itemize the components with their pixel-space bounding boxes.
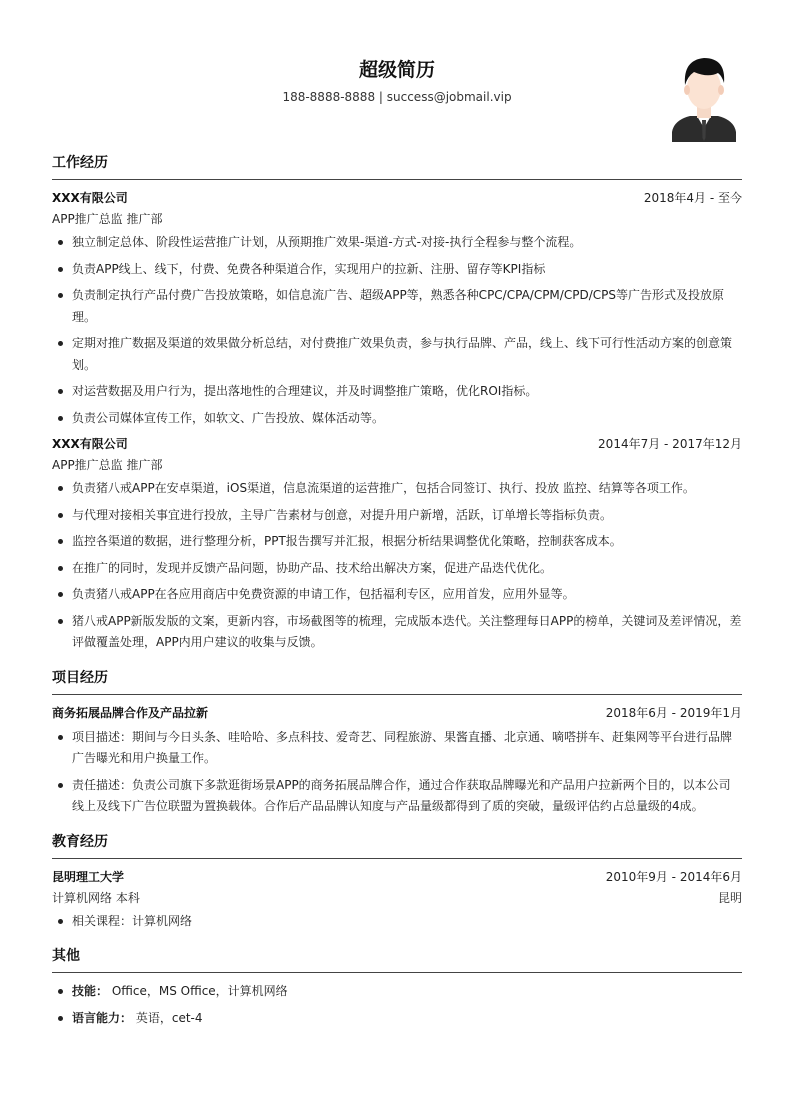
list-item: 相关课程：计算机网络 bbox=[52, 911, 742, 933]
list-item: 负责制定执行产品付费广告投放策略，如信息流广告、超级APP等，熟悉各种CPC/CPA/CPM/CPD/CPS等广告形式及投放原理。 bbox=[52, 285, 742, 328]
project-entry-head bbox=[52, 703, 742, 723]
list-item: 在推广的同时，发现并反馈产品问题，协助产品、技术给出解决方案，促进产品迭代优化。 bbox=[52, 558, 742, 580]
language-value: 英语，cet-4 bbox=[135, 1010, 203, 1025]
education-sub bbox=[52, 887, 742, 909]
list-item: 负责猪八戒APP在安卓渠道，iOS渠道，信息流渠道的运营推广，包括合同签订、执行、投放 监控、结算等各项工作。 bbox=[52, 478, 742, 500]
company-name: XXX有限公司 bbox=[52, 437, 128, 451]
list-item: 项目描述：期间与今日头条、哇哈哈、多点科技、爱奇艺、同程旅游、果酱直播、北京通、嘀嗒拼车、赶集网等平台进行品牌广告曝光和用户换量工作。 bbox=[52, 727, 742, 770]
list-item: 负责APP线上、线下，付费、免费各种渠道合作，实现用户的拉新、注册、留存等KPI指标 bbox=[52, 259, 742, 281]
job-role bbox=[52, 454, 742, 476]
section-title-work: 工作经历 bbox=[52, 152, 742, 180]
education-entry-head bbox=[52, 867, 742, 887]
list-item: 猪八戒APP新版发版的文案，更新内容，市场截图等的梳理，完成版本迭代。关注整理每日APP的榜单，关键词及差评情况，差评做覆盖处理，APP内用户建议的收集与反馈。 bbox=[52, 611, 742, 654]
list-item: 定期对推广数据及渠道的效果做分析总结，对付费推广效果负责，参与执行品牌、产品，线上、线下可行性活动方案的创意策划。 bbox=[52, 333, 742, 376]
section-title-education: 教育经历 bbox=[52, 831, 742, 859]
role-text: APP推广总监 推广部 bbox=[52, 458, 163, 472]
location-text: 昆明 bbox=[717, 890, 742, 905]
date-range: 2018年6月 - 2019年1月 bbox=[605, 705, 742, 720]
school-name: 昆明理工大学 bbox=[52, 869, 125, 884]
job-role bbox=[52, 208, 742, 230]
role-text: APP推广总监 推广部 bbox=[52, 212, 163, 226]
work-entry-head bbox=[52, 188, 742, 208]
list-item: 监控各渠道的数据，进行整理分析，PPT报告撰写并汇报，根据分析结果调整优化策略，控制获客成本。 bbox=[52, 531, 742, 553]
date-range: 2018年4月 - 至今 bbox=[643, 191, 742, 205]
other-section bbox=[52, 945, 742, 1029]
project-section bbox=[52, 667, 742, 818]
avatar bbox=[668, 52, 740, 142]
section-title-other: 其他 bbox=[52, 945, 742, 973]
skill-value: Office，MS Office，计算机网络 bbox=[111, 984, 288, 998]
major-text: 计算机网络 本科 bbox=[52, 890, 140, 905]
bullet-list bbox=[52, 232, 742, 429]
education-section bbox=[52, 831, 742, 933]
resume-name: 超级简历 bbox=[358, 59, 435, 81]
work-section bbox=[52, 152, 742, 654]
list-item: 负责公司媒体宣传工作，如软文、广告投放、媒体活动等。 bbox=[52, 408, 742, 430]
resume-header bbox=[0, 0, 794, 150]
list-item: 负责猪八戒APP在各应用商店中免费资源的申请工作，包括福利专区，应用首发，应用外显等。 bbox=[52, 584, 742, 606]
list-item: 与代理对接相关事宜进行投放，主导广告素材与创意，对提升用户新增，活跃，订单增长等指标负责。 bbox=[52, 505, 742, 527]
list-item: 独立制定总体、阶段性运营推广计划，从预期推广效果-渠道-方式-对接-执行全程参与整个流程。 bbox=[52, 232, 742, 254]
company-name: XXX有限公司 bbox=[52, 191, 128, 205]
list-item bbox=[52, 1008, 742, 1030]
date-range: 2014年7月 - 2017年12月 bbox=[598, 437, 742, 451]
list-item: 责任描述：负责公司旗下多款逛街场景APP的商务拓展品牌合作，通过合作获取品牌曝光和产品用户拉新两个目的，以本公司线上及线下广告位联盟为置换载体。合作后产品品牌认知度与产品量级都得到了质的突破，量级评估约占总量级的4成。 bbox=[52, 775, 742, 818]
project-name: 商务拓展品牌合作及产品拉新 bbox=[52, 705, 209, 720]
work-entry-head bbox=[52, 434, 742, 454]
contact-info: 188-8888-8888 | success@jobmail.vip bbox=[282, 90, 512, 104]
bullet-list bbox=[52, 911, 742, 933]
section-title-project: 项目经历 bbox=[52, 667, 742, 695]
bullet-list bbox=[52, 478, 742, 654]
list-item: 对运营数据及用户行为，提出落地性的合理建议，并及时调整推广策略，优化ROI指标。 bbox=[52, 381, 742, 403]
skill-label: 技能： bbox=[72, 984, 109, 998]
bullet-list bbox=[52, 727, 742, 818]
resume-content bbox=[52, 152, 742, 1042]
date-range: 2010年9月 - 2014年6月 bbox=[605, 869, 742, 884]
list-item bbox=[52, 981, 742, 1003]
language-label: 语言能力： bbox=[72, 1010, 133, 1025]
bullet-list bbox=[52, 981, 742, 1029]
